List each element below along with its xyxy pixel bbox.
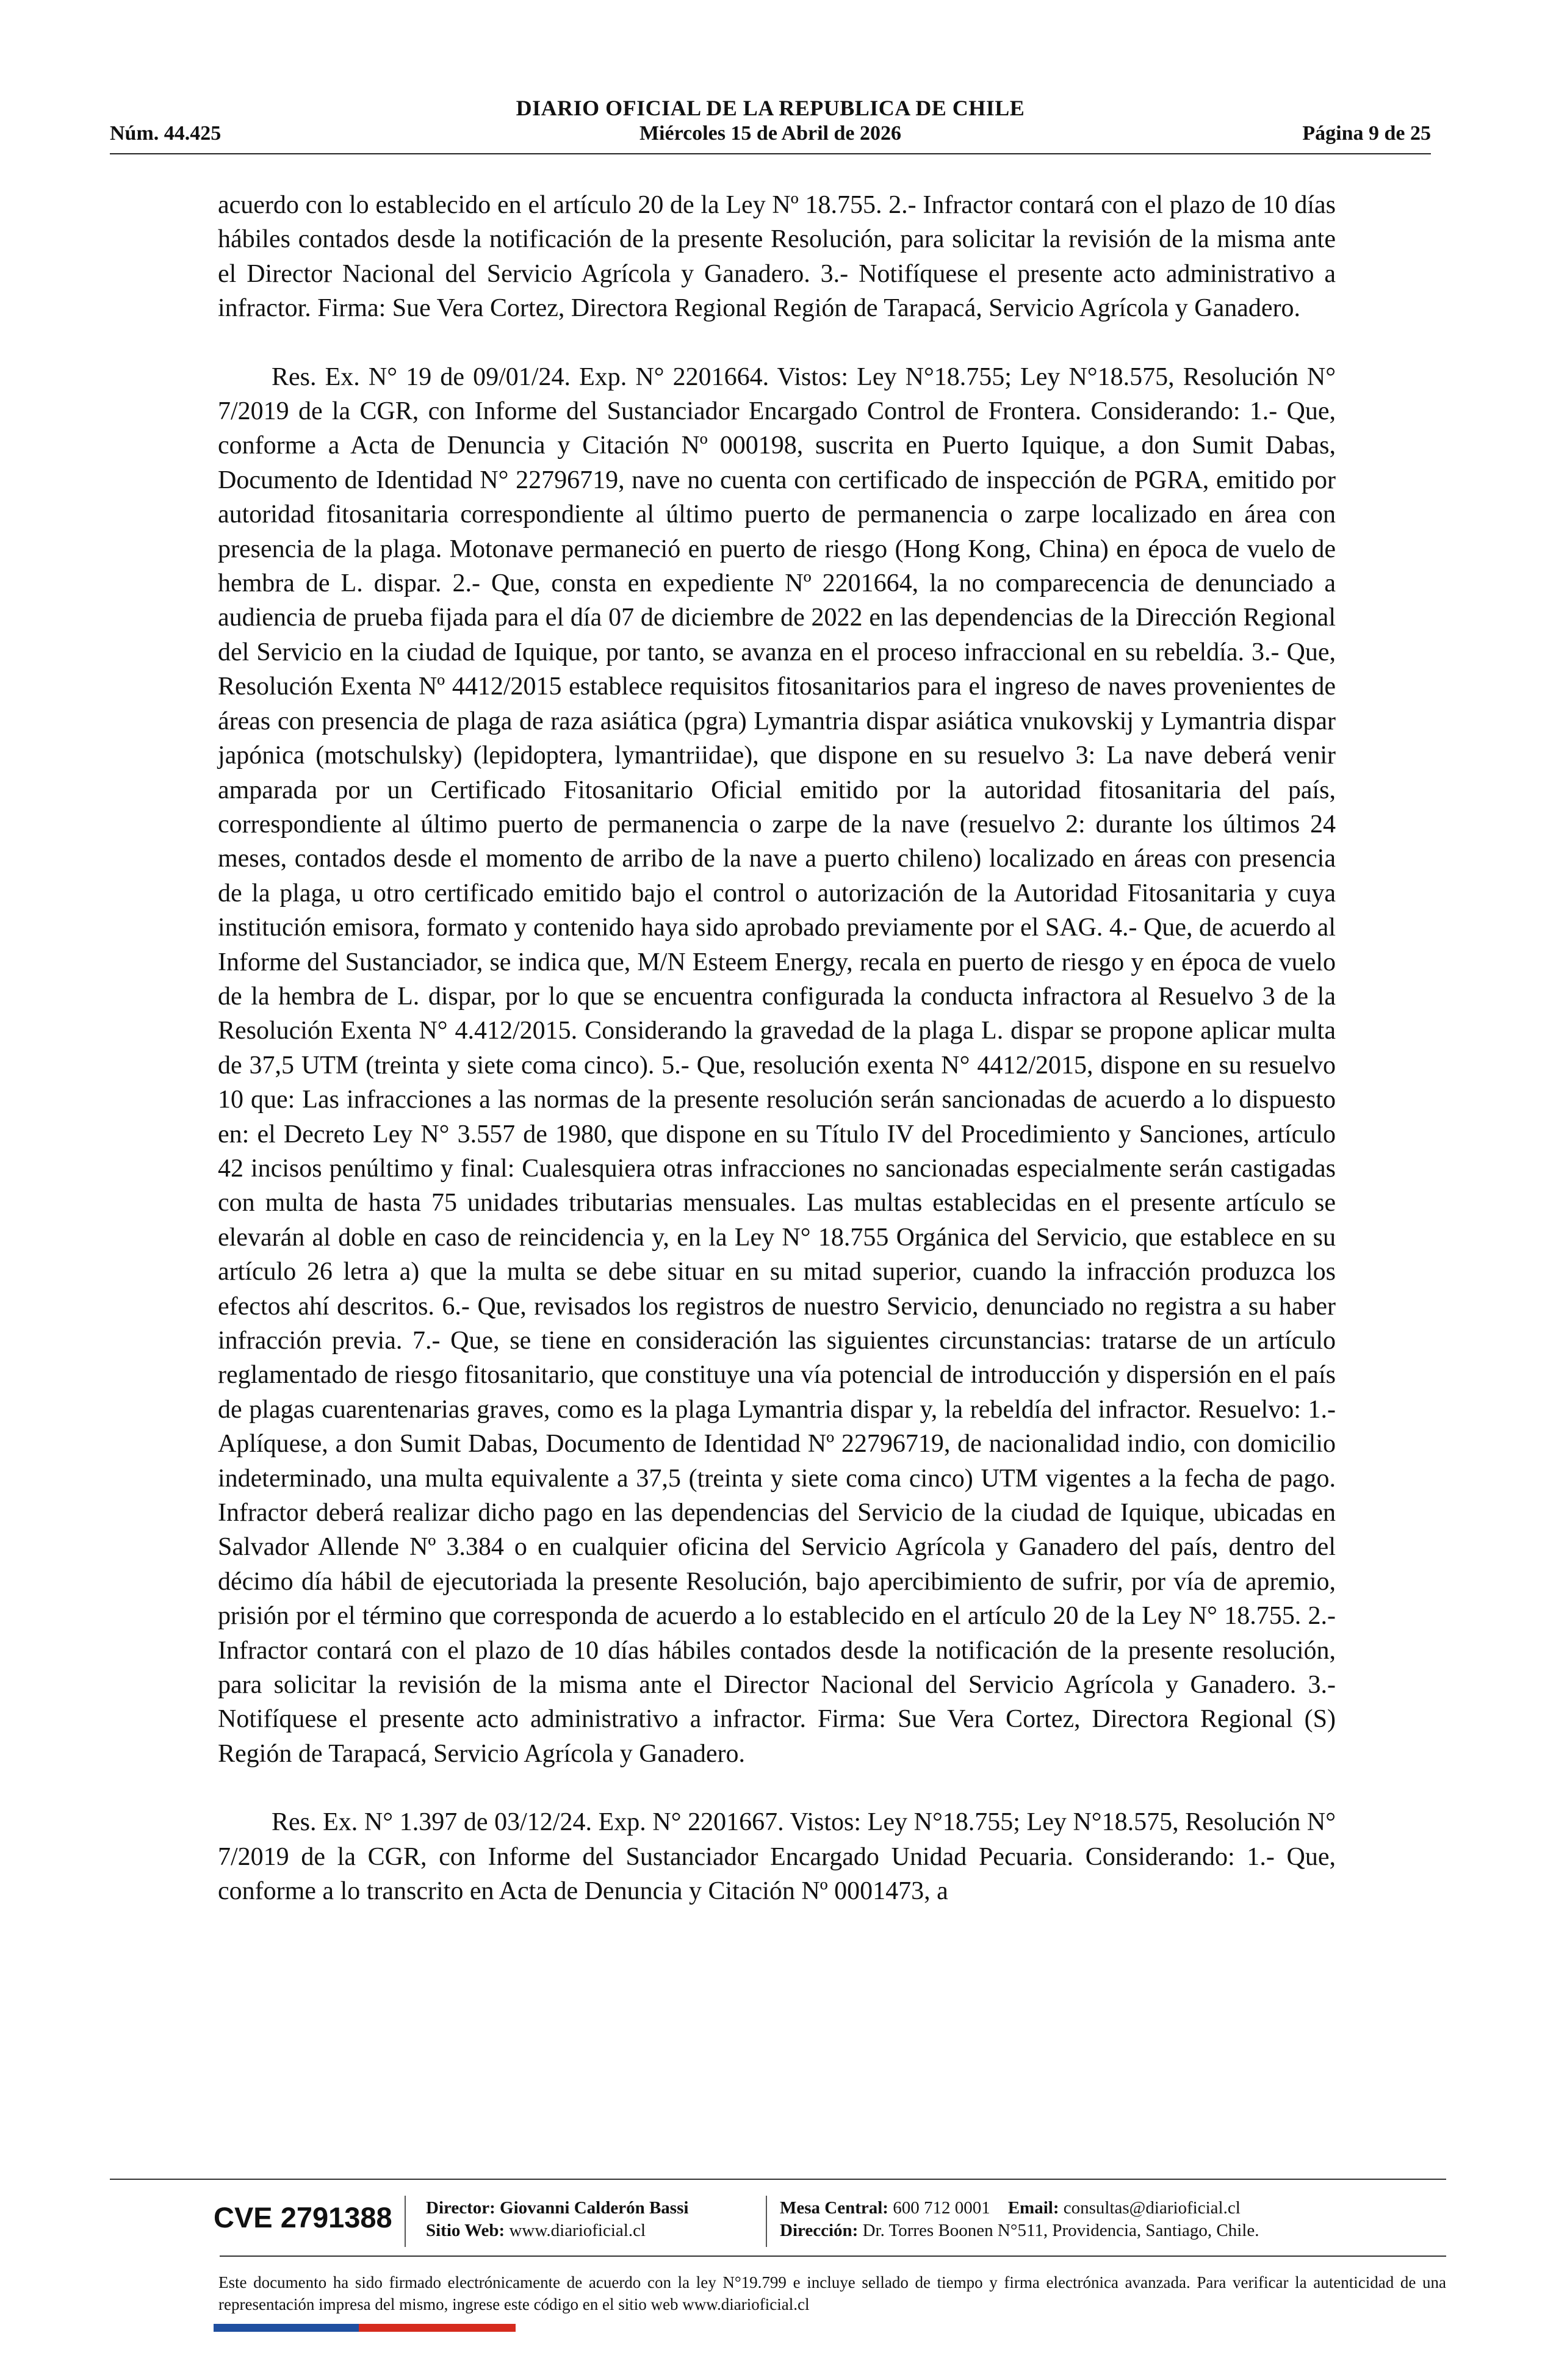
footer-separator <box>405 2196 406 2247</box>
issue-date: Miércoles 15 de Abril de 2026 <box>639 122 902 145</box>
publication-title: DIARIO OFICIAL DE LA REPUBLICA DE CHILE <box>516 96 1025 120</box>
paragraph-continuation: acuerdo con lo establecido en el artículo 20 de la Ley Nº 18.755. 2.- Infractor contará con el plazo de 10 días hábiles contados desde la notificación de la presente Resolución, para solicitar la revisión de la misma ante el Director Nacional del Servicio Agrícola y Ganadero. 3.- Notifíquese el presente acto administrativo a infractor. Firma: Sue Vera Cortez, Directora Regional Región de Tarapacá, Servicio Agrícola y Ganadero. <box>218 191 1336 323</box>
flag-blue-segment <box>214 2324 359 2332</box>
phone-number: 600 712 0001 <box>893 2198 990 2218</box>
footer-info-row <box>110 2196 1446 2257</box>
footer-contact-block <box>780 2197 1259 2242</box>
email-label: Email: <box>1007 2198 1059 2218</box>
document-body <box>218 188 1336 1943</box>
cve-code: CVE 2791388 <box>214 2201 392 2234</box>
issue-number: Núm. 44.425 <box>110 122 222 145</box>
address-text: Dr. Torres Boonen N°511, Providencia, Santiago, Chile. <box>862 2221 1259 2240</box>
footer-top-divider <box>110 2179 1446 2180</box>
website-label: Sitio Web: <box>426 2221 505 2240</box>
website-link[interactable]: www.diarioficial.cl <box>509 2221 646 2240</box>
footer-director-block <box>426 2197 688 2242</box>
paragraph-resolution-1397: Res. Ex. N° 1.397 de 03/12/24. Exp. N° 2201667. Vistos: Ley N°18.755; Ley N°18.575, Resolución N° 7/2019 de la CGR, con Informe del Sustanciador Encargado Unidad Pecuaria. Considerando: 1.- Que, conforme a lo transcrito en Acta de Denuncia y Citación Nº 0001473, a <box>218 1808 1336 1906</box>
email-link[interactable]: consultas@diarioficial.cl <box>1063 2198 1241 2218</box>
electronic-signature-notice: Este documento ha sido firmado electrónicamente de acuerdo con la ley N°19.799 e incluye sellado de tiempo y firma electrónica avanzada. Para verificar la autenticidad de una representación impresa del mismo, ingrese este código en el sitio web www.diarioficial.cl <box>218 2273 1446 2313</box>
header-divider <box>110 153 1431 154</box>
paragraph-resolution-19: Res. Ex. N° 19 de 09/01/24. Exp. N° 2201664. Vistos: Ley N°18.755; Ley N°18.575, Resolución N° 7/2019 de la CGR, con Informe del Sustanciador Encargado Control de Frontera. Considerando: 1.- Que, conforme a Acta de Denuncia y Citación Nº 000198, suscrita en Puerto Iquique, a don Sumit Dabas, Documento de Identidad N° 22796719, nave no cuenta con certificado de inspección de PGRA, emitido por autoridad fitosanitaria correspondiente al último puerto de permanencia o zarpe localizado en área con presencia de la plaga. Motonave permaneció en puerto de riesgo (Hong Kong, China) en época de vuelo de hembra de L. dispar. 2.- Que, consta en expediente Nº 2201664, la no comparecencia de denunciado a audiencia de prueba fijada para el día 07 de diciembre de 2022 en las dependencias de la Dirección Regional del Servicio en la ciudad de Iquique, por tanto, se avanza en el proceso infraccional en su rebeldía. 3.- Que, Resolución Exenta Nº 4412/2015 establece requisitos fitosanitarios para el ingreso de naves provenientes de áreas con presencia de plaga de raza asiática (pgra) Lymantria dispar asiática vnukovskij y Lymantria dispar japónica (motschulsky) (lepidoptera, lymantriidae), que dispone en su resuelvo 3: La nave deberá venir amparada por un Certificado Fitosanitario Oficial emitido por la autoridad fitosanitaria del país, correspondiente al último puerto de permanencia o zarpe de la nave (resuelvo 2: durante los últimos 24 meses, contados desde el momento de arribo de la nave a puerto chileno) localizado en áreas con presencia de la plaga, u otro certificado emitido bajo el control o autorización de la Autoridad Fitosanitaria y cuya institución emisora, formato y contenido haya sido aprobado previamente por el SAG. 4.- Que, de acuerdo al Informe del Sustanciador, se indica que, M/N Esteem Energy, recala en puerto de riesgo y en época de vuelo de la hembra de L. dispar, por lo que se encuentra configurada la conducta infractora al Resuelvo 3 de la Resolución Exenta N° 4.412/2015. Considerando la gravedad de la plaga L. dispar se propone aplicar multa de 37,5 UTM (treinta y siete coma cinco). 5.- Que, resolución exenta N° 4412/2015, dispone en su resuelvo 10 que: Las infracciones a las normas de la presente resolución serán sancionadas de acuerdo a lo dispuesto en: el Decreto Ley N° 3.557 de 1980, que dispone en su Título IV del Procedimiento y Sanciones, artículo 42 incisos penúltimo y final: Cualesquiera otras infracciones no sancionadas especialmente serán castigadas con multa de hasta 75 unidades tributarias mensuales. Las multas establecidas en el presente artículo se elevarán al doble en caso de reincidencia y, en la Ley N° 18.755 Orgánica del Servicio, que establece en su artículo 26 letra a) que la multa se debe situar en su mitad superior, cuando la infracción produzca los efectos ahí descritos. 6.- Que, revisados los registros de nuestro Servicio, denunciado no registra a su haber infracción previa. 7.- Que, se tiene en consideración las siguientes circunstancias: tratarse de un artículo reglamentado de riesgo fitosanitario, que constituye una vía potencial de introducción y dispersión en el país de plagas cuarentenarias graves, como es la plaga Lymantria dispar y, la rebeldía del infractor. Resuelvo: 1.- Aplíquese, a don Sumit Dabas, Documento de Identidad Nº 22796719, de nacionalidad indio, con domicilio indeterminado, una multa equivalente a 37,5 (treinta y siete coma cinco) UTM vigentes a la fecha de pago. Infractor deberá realizar dicho pago en las dependencias del Servicio de la ciudad de Iquique, ubicadas en Salvador Allende Nº 3.384 o en cualquier oficina del Servicio Agrícola y Ganadero del país, dentro del décimo día hábil de ejecutoriada la presente Resolución, bajo apercibimiento de sufrir, por vía de apremio, prisión por el término que corresponda de acuerdo a lo establecido en el artículo 20 de la Ley N° 18.755. 2.- Infractor contará con el plazo de 10 días hábiles contados desde la notificación de la presente resolución, para solicitar la revisión de la misma ante el Director Nacional del Servicio Agrícola y Ganadero. 3.- Notifíquese el presente acto administrativo a infractor. Firma: Sue Vera Cortez, Directora Regional (S) Región de Tarapacá, Servicio Agrícola y Ganadero. <box>218 362 1336 1768</box>
flag-red-segment <box>359 2324 516 2332</box>
address-label: Dirección: <box>780 2221 859 2240</box>
director-label: Director: <box>426 2198 495 2218</box>
page-footer <box>110 2179 1446 2362</box>
footer-separator <box>766 2196 767 2247</box>
phone-label: Mesa Central: <box>780 2198 888 2218</box>
director-name: Giovanni Calderón Bassi <box>500 2198 689 2218</box>
footer-divider <box>220 2256 1446 2257</box>
chile-flag-stripe <box>214 2324 516 2332</box>
page-number: Página 9 de 25 <box>1302 122 1431 145</box>
page-header <box>110 90 1431 151</box>
